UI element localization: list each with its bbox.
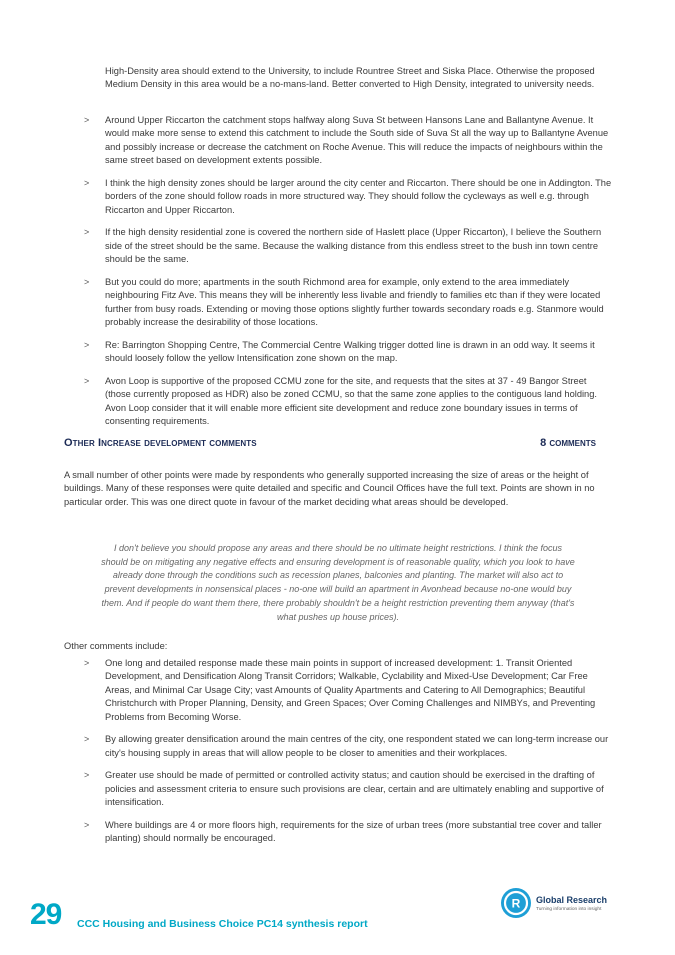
list-item-text: Around Upper Riccarton the catchment stops halfway along Suva St between Hansons Lane and Ballantyne Avenue. It would make more sense to extend this catchment to include the South side of Suva St all the way up to Ballantyne Avenue and possibly increase or decrease the catchment on Roche Avenue. This will reduce the impacts of neighbours within the same street based on development extents possible. — [105, 115, 609, 166]
intro-continuation-paragraph: High-Density area should extend to the University, to include Rountree Street and Siska Place. Otherwise the proposed Medium Density in this area would be a no-mans-land. Better converted to High Density, integrated to university needs. — [105, 66, 595, 90]
list-item — [84, 226, 612, 266]
section-comment-count: 8 comments — [540, 437, 596, 449]
bullet-chevron-icon: > — [84, 339, 90, 350]
list-item — [84, 339, 612, 366]
bottom-bullet-list — [84, 657, 612, 855]
respondent-quote: I don't believe you should propose any areas and there should be no ultimate height restrictions. I think the focus should be on mitigating any negative effects and ensuring development is of reasonable quality, which you look to have already done through the conditions such as recession planes, balconies and planting. The market will also act to prevent developments in nonsensical places - no-one will build an apartment in Avonhead because no-one would buy them. And if people do want them there, there probably shouldn't be a height restriction preventing them anyway (that's what pushes up house prices). — [101, 543, 575, 622]
logo-tagline: Turning information into insight — [536, 907, 602, 912]
bullet-chevron-icon: > — [84, 115, 90, 125]
other-comments-label: Other comments include: — [64, 641, 168, 651]
list-item — [84, 114, 612, 168]
list-item-text: By allowing greater densification around the main centres of the city, one respondent stated we can long-term increase our city's housing supply in areas that will allow people to be closer to amenities and their workplaces. — [105, 734, 609, 758]
bullet-chevron-icon: > — [84, 276, 90, 287]
list-item — [84, 375, 612, 429]
bullet-chevron-icon: > — [84, 177, 90, 188]
list-item-text: If the high density residential zone is covered the northern side of Haslett place (Upper Riccarton), I believe the Southern side of the street should be the same. Because the walking distance from this endless street to the bush inn town centre should be the same. — [105, 227, 602, 265]
bullet-chevron-icon: > — [84, 819, 90, 830]
list-item — [84, 657, 612, 724]
logo-name: Global Research — [536, 895, 608, 905]
list-item-text: Where buildings are 4 or more floors high, requirements for the size of urban trees (more substantial tree cover and taller planting) should normally be encouraged. — [105, 819, 602, 844]
list-item — [84, 819, 612, 846]
section-heading — [64, 437, 596, 453]
page-number: 29 — [30, 898, 62, 931]
list-item-text: Avon Loop is supportive of the proposed CCMU zone for the site, and requests that the sites at 37 - 49 Bangor Street (those currently proposed as HDR) also be zoned CCMU, so that the same zone applies to the contiguous land holding. Avon Loop consider that it will enable more efficient site development and reduce zone boundary issues in terms of consenting requirements. — [105, 375, 597, 427]
list-item — [84, 177, 612, 217]
list-item-text: But you could do more; apartments in the south Richmond area for example, only extend to the area immediately neighbouring Fitz Ave. This means they will be inherently less livable and friendly to families etc than if they were located further from busy roads. Extending or moving those options slightly further towards secondary roads e.g. Stanmore would probably increase the desirability of those locations. — [105, 276, 604, 328]
list-item — [84, 276, 612, 330]
list-item-text: One long and detailed response made these main points in support of increased development: 1. Transit Oriented Development, and Densification Along Transit Corridors; Walkable, Cyclability and Mixed-Use Development; Car Free Areas, and Minimal Car Usage City; vast Amounts of Quality Apartments and Catering to All Demographics; Beautiful Christchurch with Proper Planning, Density, and Green Spaces; Over Coming Challenges and NIMBYs, and Preventing Problems from Becoming Worse. — [105, 658, 596, 722]
list-item — [84, 769, 612, 809]
section-title: Other Increase development comments — [64, 437, 257, 449]
list-item-text: Re: Barrington Shopping Centre, The Commercial Centre Walking trigger dotted line is drawn in an odd way. It seems it should loosely follow the yellow Intensification zone shown on the map. — [105, 339, 595, 364]
bullet-chevron-icon: > — [84, 734, 90, 745]
list-item — [84, 733, 612, 760]
bullet-chevron-icon: > — [84, 658, 90, 668]
global-research-logo — [500, 887, 620, 921]
svg-text:R: R — [511, 896, 521, 911]
section-intro-paragraph: A small number of other points were made by respondents who generally supported increasing the size of areas or the height of buildings. Many of these responses were quite detailed and specific and Council Offices have the full text. Points are shown in no particular order. This was one direct quote in favour of the market deciding what areas should be developed. — [64, 470, 595, 507]
report-title: CCC Housing and Business Choice PC14 synthesis report — [77, 918, 368, 930]
bullet-chevron-icon: > — [84, 375, 90, 386]
top-bullet-list — [84, 114, 612, 438]
bullet-chevron-icon: > — [84, 770, 90, 781]
list-item-text: Greater use should be made of permitted or controlled activity status; and caution should be exercised in the drafting of policies and assessment criteria to ensure such provisions are clear, certain and are ultimately enabling and supportive of intensification. — [105, 770, 604, 808]
bullet-chevron-icon: > — [84, 227, 90, 238]
global-research-logo-icon — [500, 887, 532, 919]
list-item-text: I think the high density zones should be larger around the city center and Riccarton. There should be one in Addington. The borders of the zone should follow roads in more structured way. They should follow the cycleways as well e.g. through Riccarton and Upper Riccarton. — [105, 177, 612, 215]
